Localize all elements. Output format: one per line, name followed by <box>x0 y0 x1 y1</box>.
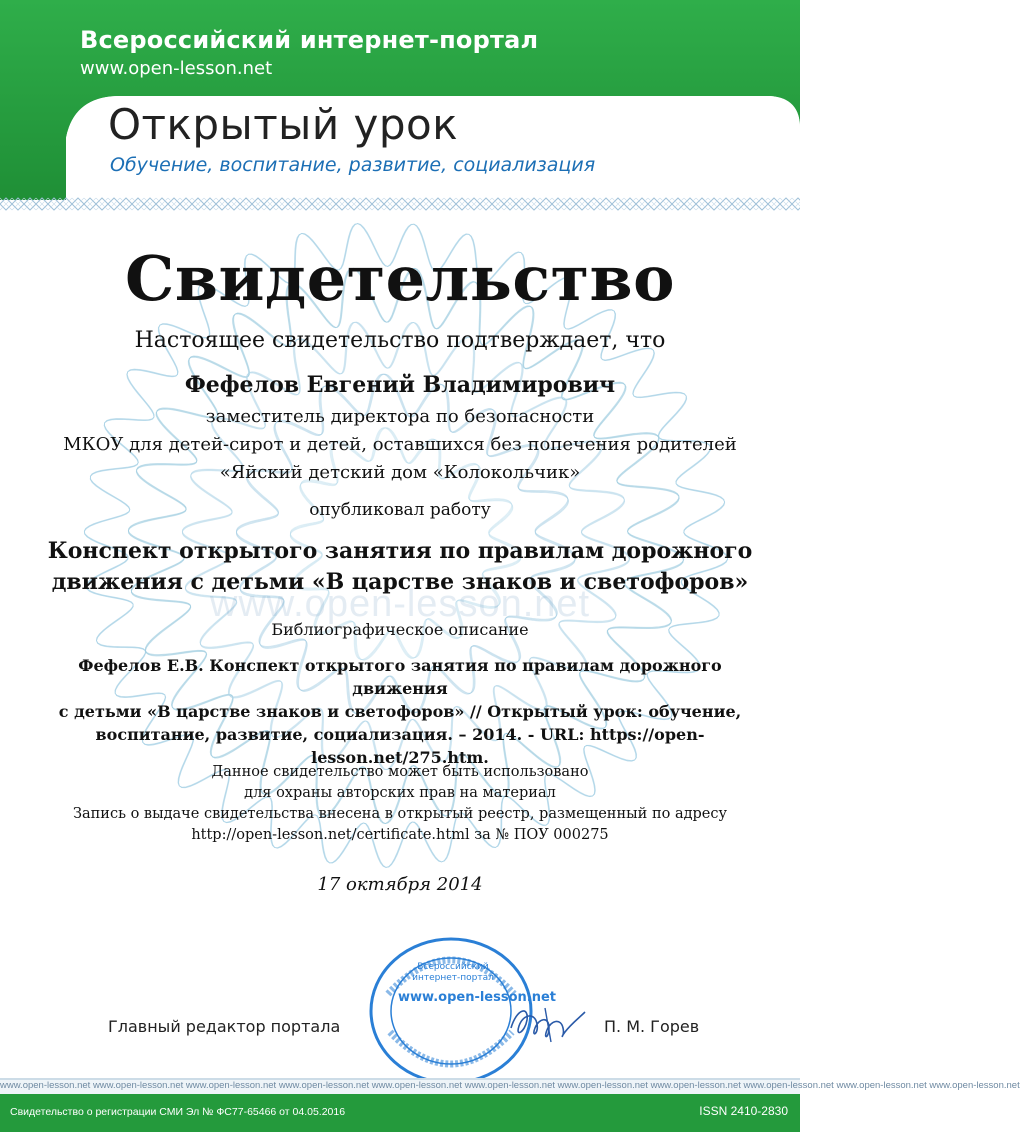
stamp-portal-name: Всероссийский интернет-портал <box>412 962 494 983</box>
top-pattern-band <box>0 196 800 212</box>
footer-url-strip: www.open-lesson.net www.open-lesson.net www.open-lesson.net www.open-lesson.net www.open-lesson.net www.open-lesson.net www.open-lesson.net www.open-lesson.net www.open-lesson.net www.open-lesson.net www.open-lesson.net <box>0 1080 1020 1091</box>
usage-note <box>30 762 770 846</box>
note-line: для охраны авторских прав на материал <box>244 785 556 801</box>
organization-line-2: «Яйский детский дом «Колокольчик» <box>219 462 581 483</box>
certificate-title: Свидетельство <box>125 242 675 315</box>
lead-text: Настоящее свидетельство подтверждает, что <box>134 328 666 353</box>
footer-bar <box>0 1094 800 1132</box>
recipient-position: заместитель директора по безопасности <box>205 406 595 427</box>
signature-scribble <box>505 998 595 1048</box>
stamp-text <box>398 962 556 1005</box>
bibliography-line: Фефелов Е.В. Конспект открытого занятия по правилам дорожного движения <box>78 656 722 698</box>
work-title-line-2: движения с детьми «В царстве знаков и светофоров» <box>51 569 749 595</box>
work-title-line-1: Конспект открытого занятия по правилам дорожного <box>47 538 753 564</box>
work-title <box>20 536 780 598</box>
certificate-date: 17 октября 2014 <box>317 874 483 895</box>
bibliography-line: воспитание, развитие, социализация. – 2014. - URL: https://open- <box>95 725 705 744</box>
organization-line-1: МКОУ для детей-сирот и детей, оставшихся без попечения родителей <box>63 434 737 455</box>
note-line: Данное свидетельство может быть использовано <box>211 764 589 780</box>
header <box>0 0 800 200</box>
bibliography-line: с детьми «В царстве знаков и светофоров» // Открытый урок: обучение, <box>58 702 742 721</box>
brand-subtitle: Обучение, воспитание, развитие, социализация <box>110 154 596 176</box>
recipient-name: Фефелов Евгений Владимирович <box>184 372 616 398</box>
bibliography-label: Библиографическое описание <box>271 620 529 639</box>
editor-name: П. М. Горев <box>604 1017 700 1036</box>
portal-url: www.open-lesson.net <box>80 58 273 79</box>
issn-text: ISSN 2410-2830 <box>699 1104 788 1118</box>
note-line: http://open-lesson.net/certificate.html за № ПОУ 000275 <box>191 827 609 843</box>
bibliography-line: lesson.net/275.htm. <box>311 748 489 767</box>
stamp-url: www.open-lesson.net <box>398 990 556 1005</box>
brand-title: Открытый урок <box>108 100 459 149</box>
published-label: опубликовал работу <box>309 500 491 520</box>
portal-name: Всероссийский интернет-портал <box>80 26 539 54</box>
registration-text: Свидетельство о регистрации СМИ Эл № ФС77-65466 от 04.05.2016 <box>10 1106 346 1118</box>
note-line: Запись о выдаче свидетельства внесена в открытый реестр, размещенный по адресу <box>72 806 728 822</box>
watermark-url: www.open-lesson.net <box>209 583 591 625</box>
editor-label: Главный редактор портала <box>108 1017 341 1036</box>
bibliography-text <box>40 654 760 769</box>
